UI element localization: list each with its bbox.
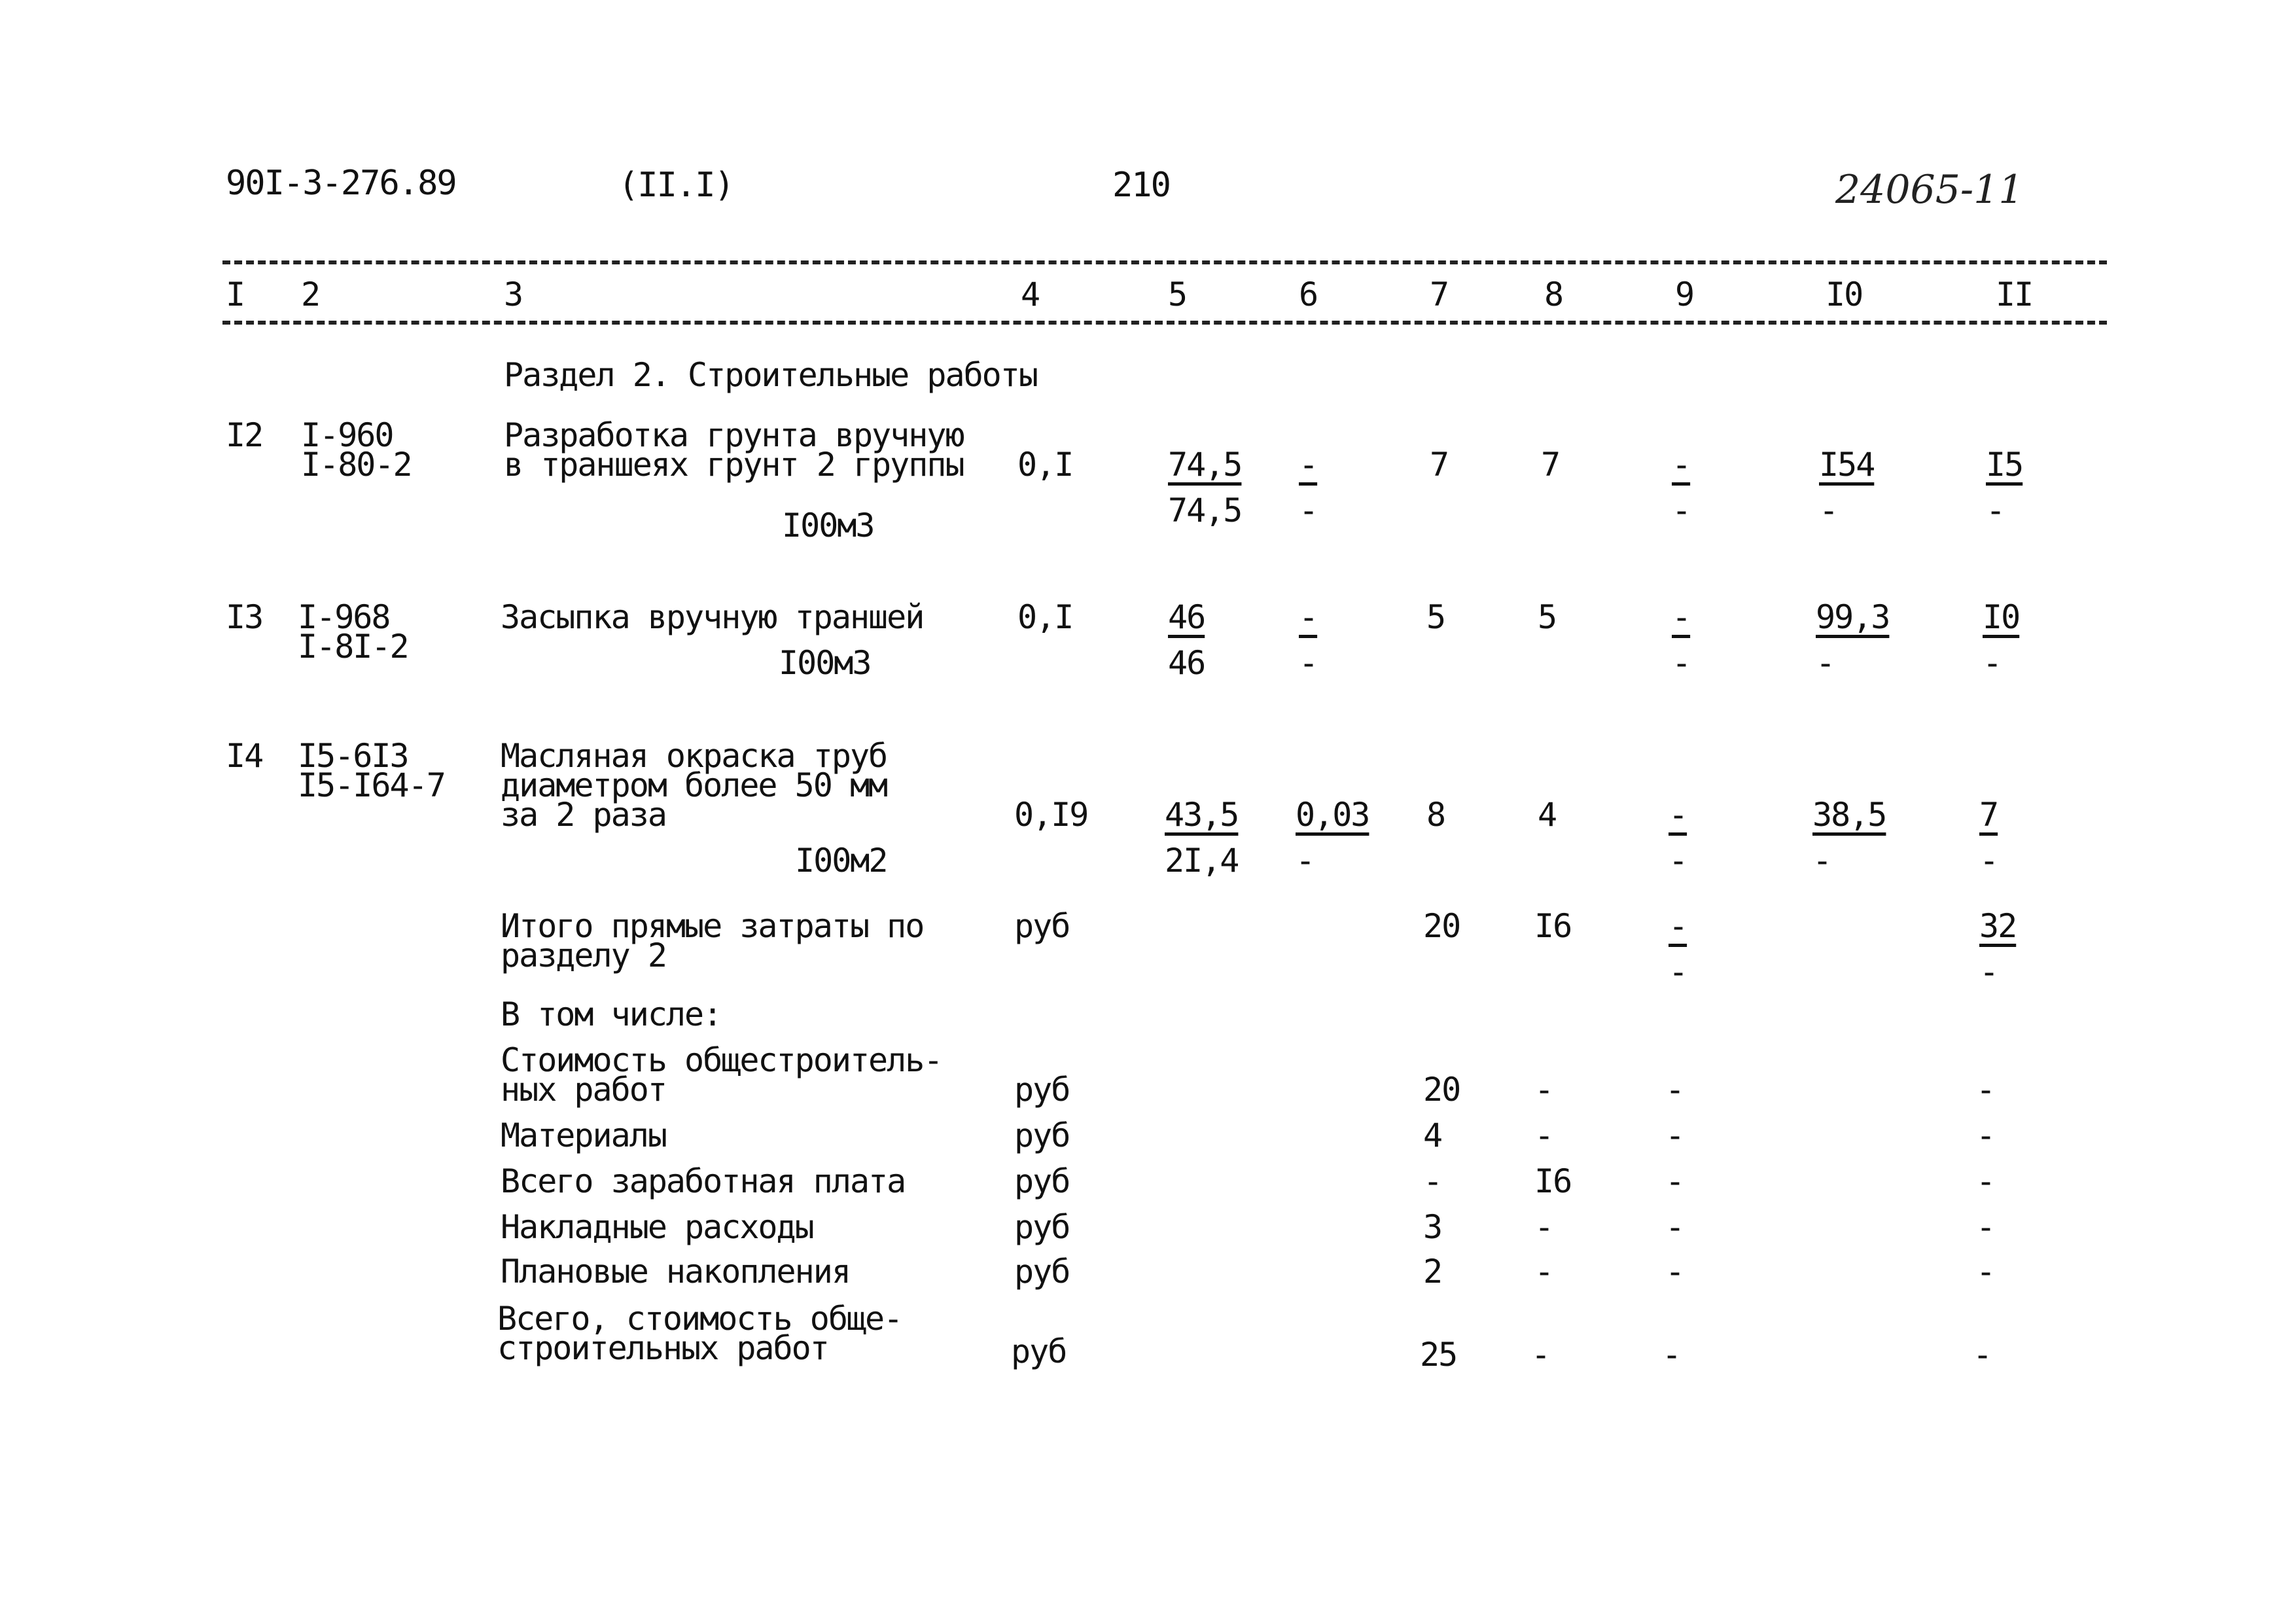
- breakdown-label: ных работ: [501, 1071, 666, 1109]
- col10-value: -: [1819, 491, 1838, 529]
- col9-value: -: [1672, 598, 1691, 636]
- col6-value: -: [1299, 644, 1318, 682]
- quantity: 0,I: [1017, 598, 1073, 636]
- col7-value: 20: [1423, 1071, 1460, 1109]
- col9-value: -: [1665, 1208, 1684, 1246]
- col9-value: -: [1672, 491, 1691, 529]
- unit-of-measure: I00м2: [795, 842, 887, 880]
- col11-value: I5: [1986, 446, 2023, 484]
- col8-value: -: [1534, 1208, 1553, 1246]
- col11-value: -: [1976, 1162, 1995, 1200]
- col9-value: -: [1665, 1071, 1684, 1109]
- col11-value: -: [1983, 644, 2002, 682]
- column-header: 2: [301, 276, 320, 313]
- col7-value: 2: [1423, 1253, 1442, 1291]
- column-header: 4: [1021, 276, 1040, 313]
- col9-value: -: [1665, 1253, 1684, 1291]
- rate-code: I-968: [298, 598, 390, 636]
- col9-value: -: [1672, 446, 1691, 484]
- breakdown-unit: руб: [1014, 1253, 1070, 1291]
- quantity: 0,I: [1017, 446, 1073, 484]
- col8-value: 5: [1538, 598, 1557, 636]
- section-title: Раздел 2. Строительные работы: [504, 356, 1037, 394]
- work-description: Разработка грунта вручную: [504, 416, 964, 454]
- rate-code: I5-I64-7: [298, 766, 445, 804]
- breakdown-unit: руб: [1014, 1116, 1070, 1154]
- col10-value: 38,5: [1812, 796, 1886, 834]
- handwritten-reference: 24065-11: [1835, 167, 2024, 213]
- column-header: 8: [1544, 276, 1563, 313]
- column-header: 7: [1430, 276, 1449, 313]
- col8-value: -: [1534, 1253, 1553, 1291]
- col9-value: -: [1669, 842, 1687, 880]
- col9-value: -: [1665, 1116, 1684, 1154]
- col8-value: 4: [1538, 796, 1557, 834]
- col8-value: 7: [1541, 446, 1560, 484]
- column-header: 3: [504, 276, 523, 313]
- column-header: 5: [1168, 276, 1187, 313]
- row-number: I4: [226, 737, 263, 775]
- col7-value: 8: [1426, 796, 1445, 834]
- col7-value: 3: [1423, 1208, 1442, 1246]
- col8-value: -: [1531, 1336, 1550, 1374]
- rate-code: I5-6I3: [298, 737, 408, 775]
- col5-value: 46: [1168, 644, 1205, 682]
- rate-code: I-960: [301, 416, 393, 454]
- rate-code: I-80-2: [301, 446, 412, 484]
- col5-value: 43,5: [1165, 796, 1239, 834]
- col7-value: 20: [1423, 907, 1460, 945]
- breakdown-label: Накладные расходы: [501, 1208, 813, 1246]
- col11-value: 32: [1979, 907, 2017, 945]
- col11-value: -: [1979, 842, 1998, 880]
- col6-value: -: [1299, 598, 1318, 636]
- section-code: (II.I): [618, 166, 733, 205]
- header-rule-top: [222, 260, 2107, 264]
- col11-value: -: [1986, 491, 2005, 529]
- col11-value: I0: [1983, 598, 2020, 636]
- col7-value: 4: [1423, 1116, 1442, 1154]
- col9-value: -: [1665, 1162, 1684, 1200]
- col8-value: I6: [1534, 1162, 1572, 1200]
- total-unit: руб: [1014, 907, 1070, 945]
- row-number: I2: [226, 416, 263, 454]
- col6-value: -: [1296, 842, 1315, 880]
- col11-value: -: [1976, 1253, 1995, 1291]
- col8-value: -: [1534, 1116, 1553, 1154]
- work-description: диаметром более 50 мм: [501, 766, 887, 804]
- column-header: I0: [1826, 276, 1863, 313]
- col9-value: -: [1669, 907, 1687, 945]
- work-description: Масляная окраска труб: [501, 737, 887, 775]
- breakdown-label: Плановые накопления: [501, 1253, 850, 1291]
- col9-value: -: [1672, 644, 1691, 682]
- column-header: I: [226, 276, 245, 313]
- col6-value: -: [1299, 446, 1318, 484]
- document-code: 90I-3-276.89: [226, 164, 456, 203]
- quantity: 0,I9: [1014, 796, 1088, 834]
- unit-of-measure: I00м3: [782, 507, 874, 544]
- col11-value: -: [1976, 1208, 1995, 1246]
- total-label: Итого прямые затраты по: [501, 907, 924, 945]
- including-label: В том числе:: [501, 995, 722, 1033]
- work-description: за 2 раза: [501, 796, 666, 834]
- page-number: 210: [1112, 166, 1170, 205]
- col5-value: 2I,4: [1165, 842, 1239, 880]
- col5-value: 46: [1168, 598, 1205, 636]
- work-description: в траншеях грунт 2 группы: [504, 446, 964, 484]
- col9-value: -: [1669, 796, 1687, 834]
- breakdown-label: Материалы: [501, 1116, 666, 1154]
- col8-value: I6: [1534, 907, 1572, 945]
- breakdown-label: Всего заработная плата: [501, 1162, 906, 1200]
- breakdown-label: Всего, стоимость обще-: [497, 1300, 902, 1338]
- column-header: 6: [1299, 276, 1318, 313]
- breakdown-label: Стоимость общестроитель-: [501, 1041, 942, 1079]
- col10-value: I54: [1819, 446, 1875, 484]
- column-header: II: [1996, 276, 2033, 313]
- col9-value: -: [1662, 1336, 1681, 1374]
- col8-value: -: [1534, 1071, 1553, 1109]
- work-description: Засыпка вручную траншей: [501, 598, 924, 636]
- col11-value: -: [1976, 1071, 1995, 1109]
- col11-value: -: [1979, 953, 1998, 991]
- total-label: разделу 2: [501, 936, 666, 974]
- col6-value: 0,03: [1296, 796, 1369, 834]
- col11-value: -: [1973, 1336, 1992, 1374]
- breakdown-unit: руб: [1014, 1071, 1070, 1109]
- col10-value: -: [1816, 644, 1835, 682]
- col7-value: 5: [1426, 598, 1445, 636]
- breakdown-unit: руб: [1014, 1208, 1070, 1246]
- col7-value: 7: [1430, 446, 1449, 484]
- breakdown-label: строительных работ: [497, 1329, 828, 1367]
- col10-value: -: [1812, 842, 1831, 880]
- col6-value: -: [1299, 491, 1318, 529]
- col5-value: 74,5: [1168, 446, 1242, 484]
- breakdown-unit: руб: [1014, 1162, 1070, 1200]
- unit-of-measure: I00м3: [779, 644, 871, 682]
- col11-value: -: [1976, 1116, 1995, 1154]
- col10-value: 99,3: [1816, 598, 1890, 636]
- col5-value: 74,5: [1168, 491, 1242, 529]
- header-rule-bottom: [222, 321, 2107, 325]
- rate-code: I-8I-2: [298, 628, 408, 666]
- col7-value: 25: [1420, 1336, 1457, 1374]
- row-number: I3: [226, 598, 263, 636]
- column-header: 9: [1675, 276, 1694, 313]
- col7-value: -: [1423, 1162, 1442, 1200]
- breakdown-unit: руб: [1011, 1332, 1067, 1370]
- col9-value: -: [1669, 953, 1687, 991]
- col11-value: 7: [1979, 796, 1998, 834]
